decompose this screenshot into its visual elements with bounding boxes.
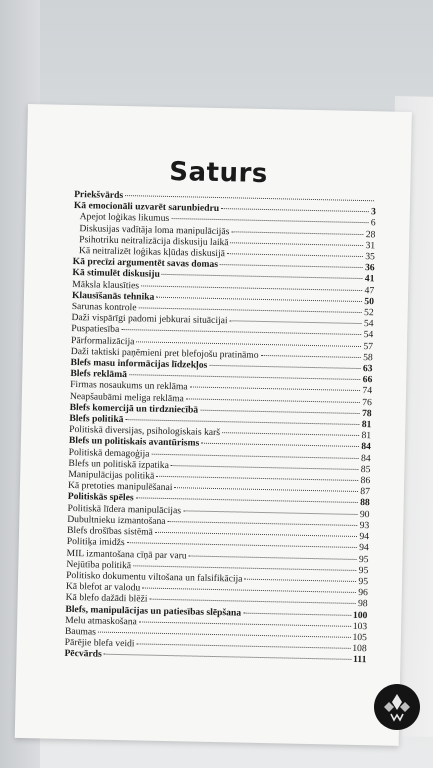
dot-leader — [231, 242, 364, 246]
dot-leader — [142, 588, 356, 593]
toc-entry-label: Sarunas kontrole — [71, 300, 137, 314]
toc-entry-label: Kā pretoties manipulēšanai — [67, 480, 173, 494]
toc-entry-label: Apejot loģikas likumus — [79, 211, 170, 225]
toc-entry-label: Kā precīzi argumentēt savas domas — [72, 256, 219, 271]
dot-leader — [168, 521, 358, 526]
dot-leader — [121, 329, 361, 335]
dot-leader — [139, 621, 351, 626]
toc-entry-page: 103 — [352, 620, 368, 632]
toc-entry-page: 96 — [358, 587, 368, 599]
toc-entry-label: Blefs politikā — [69, 413, 124, 426]
dot-leader — [201, 443, 359, 447]
toc-entry-page: 95 — [358, 575, 369, 588]
toc-entry-label: Klausīšanās tehnika — [71, 289, 155, 303]
toc-entry-label: Politiskā līdera manipulācijas — [67, 502, 182, 516]
toc-entry-page: 94 — [359, 542, 369, 554]
toc-entry-page: 95 — [358, 553, 369, 565]
dot-leader — [138, 307, 362, 313]
dot-leader — [136, 498, 359, 504]
dot-leader — [230, 321, 362, 325]
dot-leader — [222, 432, 360, 436]
toc-entry-label: Daži vispārīgi padomi jebkurai situācijai — [71, 312, 228, 327]
dot-leader — [149, 599, 356, 604]
toc-entry-page: 31 — [365, 239, 376, 252]
toc-entry-page: 3 — [370, 206, 376, 218]
dot-leader — [220, 264, 363, 268]
toc-entry-page: 108 — [352, 643, 367, 655]
toc-entry-page: 87 — [360, 486, 371, 498]
toc-entry-page: 66 — [362, 374, 373, 386]
dot-leader — [186, 398, 360, 403]
dot-leader — [243, 612, 351, 615]
toc-entry-label: Blefs un politiskā izpatika — [68, 457, 170, 471]
dot-leader — [171, 465, 359, 470]
dot-leader — [104, 654, 351, 660]
dot-leader — [200, 410, 360, 414]
dot-leader — [261, 355, 362, 358]
toc-entry-page: 81 — [361, 419, 372, 431]
dot-leader — [209, 365, 361, 369]
dot-leader — [133, 565, 357, 571]
toc-entry-page: 6 — [370, 217, 376, 229]
toc-entry-label: Dubultnieku izmantošana — [67, 513, 166, 527]
toc-entry-page: 47 — [364, 284, 375, 296]
toc-entry-label: Baumas — [64, 625, 96, 638]
toc-entry-label: Kā emocionāli uzvarēt sarunbiedru — [73, 200, 220, 215]
toc-entry-label: Blefs komercijā un tirdzniecībā — [69, 401, 199, 416]
dot-leader — [227, 253, 363, 257]
toc-entry-label: Blefs masu informācijas līdzekļos — [70, 356, 208, 371]
toc-entry-label: Blefs drošības sistēmā — [66, 525, 153, 538]
toc-entry-page: 54 — [363, 329, 374, 341]
toc-entry-page: 78 — [361, 407, 372, 420]
toc-entry-label: Manipulācijas politikā — [68, 469, 155, 482]
dot-leader — [171, 218, 369, 223]
toc-entry-label: Politiskā diversijas, psihologiskais karš — [69, 424, 221, 439]
dot-leader — [127, 542, 358, 548]
toc-entry-label: Politiķa imidžs — [66, 536, 125, 549]
dot-leader — [190, 387, 361, 392]
toc-entry-page: 28 — [365, 228, 376, 240]
table-of-contents — [64, 189, 376, 666]
toc-entry-page: 84 — [361, 441, 372, 453]
toc-entry-label: Firmas nosaukums un reklāma — [70, 379, 188, 393]
dot-leader — [174, 487, 358, 492]
dot-leader — [126, 419, 360, 425]
toc-entry-label: Psihotriku neitralizācija diskusiju laikā — [79, 233, 229, 249]
toc-entry-label: Blefs un politiskais avantūrisms — [68, 435, 200, 450]
toc-entry-page: 41 — [364, 273, 375, 285]
toc-entry-label: Politiskā demagoģija — [68, 446, 150, 460]
toc-entry-label: Blefs reklāmā — [70, 368, 128, 381]
toc-entry-label: Puspatiesība — [71, 323, 120, 336]
toc-entry-label: Pārējie blefa veidi — [64, 637, 135, 650]
toc-entry-label: Diskusijas vadītāja loma manipulācijās — [79, 222, 230, 237]
toc-entry-page: 95 — [358, 564, 369, 576]
toc-entry-label: Kā blefo dažādi blēži — [65, 592, 148, 605]
dot-leader — [155, 532, 358, 537]
book-page — [15, 104, 412, 746]
toc-entry-label: Blefs, manipulācijas un patiesības slēpšana — [65, 603, 242, 619]
toc-entry-page: 93 — [359, 519, 370, 532]
toc-entry-page: 85 — [360, 463, 371, 476]
toc-entry-page: 52 — [363, 307, 374, 319]
toc-entry-page: 54 — [363, 318, 374, 330]
toc-entry-page: 105 — [352, 631, 368, 644]
toc-entry-label: Daži taktiski paņēmieni pret blefojošu pratināmo — [70, 345, 259, 361]
dot-leader — [151, 453, 359, 458]
watermark-logo — [374, 684, 420, 730]
watermark-emblem-icon — [380, 690, 414, 724]
toc-entry-page: 57 — [363, 340, 374, 352]
toc-entry-page: 35 — [365, 251, 375, 263]
toc-entry-page: 74 — [362, 385, 373, 397]
toc-entry-label: Priekšvārds — [73, 188, 124, 202]
toc-entry-label: Kā neitralizēt loģikas kļūdas diskusijā — [78, 245, 226, 260]
page-title: Saturs — [169, 156, 269, 190]
toc-entry-page: 81 — [361, 430, 372, 442]
toc-entry-label: Pēcvārds — [64, 648, 102, 660]
dot-leader — [162, 274, 363, 279]
dot-leader — [129, 374, 361, 380]
dot-leader — [125, 195, 374, 201]
toc-entry-label: Politiskās spēles — [67, 491, 134, 504]
dot-leader — [221, 208, 369, 212]
toc-entry-page: 88 — [360, 497, 370, 509]
toc-entry-page: 58 — [363, 351, 373, 364]
toc-entry-page: 50 — [364, 295, 375, 308]
toc-entry-label: Melu atmaskošana — [65, 614, 137, 628]
dot-leader — [244, 579, 356, 582]
dot-leader — [183, 510, 358, 515]
toc-entry-page: 76 — [362, 396, 372, 408]
toc-entry-page: 36 — [364, 262, 375, 274]
toc-entry-label: Politisko dokumentu viltošana un falsifikācija — [66, 569, 243, 585]
toc-entry-label: MIL izmantošana cīņā par varu — [66, 547, 187, 561]
dot-leader — [156, 476, 358, 481]
toc-entry-label: Māksla klausīties — [72, 278, 140, 291]
dot-leader — [137, 644, 351, 649]
dot-leader — [141, 285, 362, 291]
toc-entry-label: Neapšaubāmi meliga reklāma — [69, 390, 184, 404]
toc-entry-page: 98 — [357, 598, 368, 610]
toc-entry-page: 111 — [352, 654, 367, 666]
toc-entry-label: Nejūtība politikā — [66, 558, 132, 571]
dot-leader — [98, 632, 351, 638]
toc-entry-page: 63 — [362, 363, 373, 375]
toc-entry-label: Kā blefot ar valodu — [65, 581, 141, 594]
dot-leader — [231, 231, 363, 235]
toc-entry-page: 90 — [359, 508, 370, 520]
toc-entry-page: 100 — [352, 609, 368, 621]
toc-entry-page: 84 — [360, 452, 371, 464]
dot-leader — [136, 341, 361, 347]
toc-entry-label: Pārformalizācija — [70, 334, 135, 347]
dot-leader — [156, 297, 362, 302]
dot-leader — [189, 555, 357, 560]
toc-entry-label: Kā stimulēt diskusiju — [72, 267, 161, 281]
toc-entry-page: 94 — [359, 531, 370, 543]
toc-entry-page: 86 — [360, 475, 371, 487]
